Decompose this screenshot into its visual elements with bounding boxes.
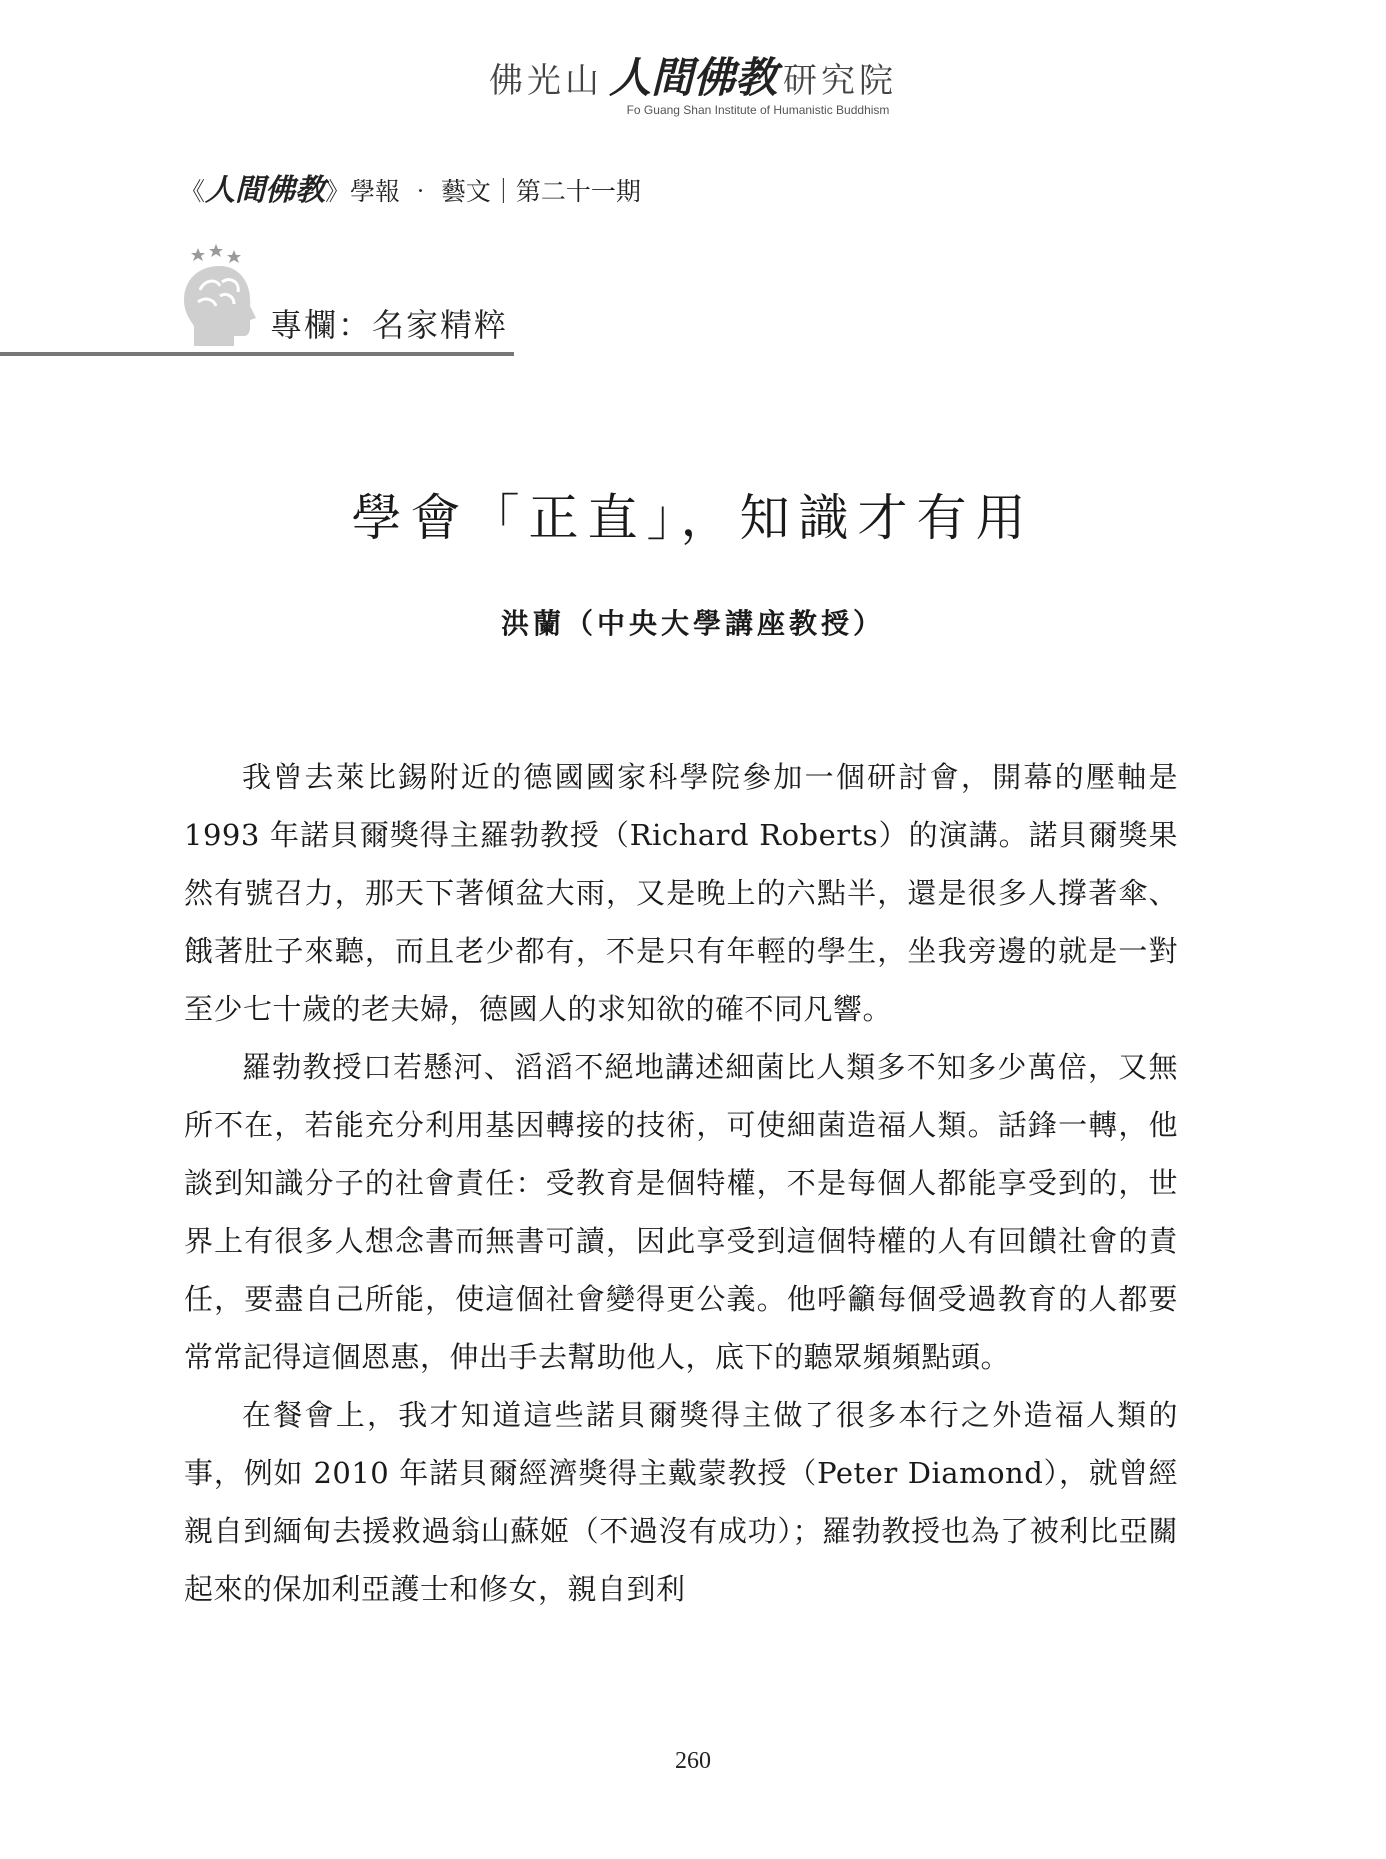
body-paragraph-3: 在餐會上，我才知道這些諾貝爾獎得主做了很多本行之外造福人類的事，例如 2010 年諾貝爾經濟獎得主戴蒙教授（Peter Diamond），就曾經親自到緬甸去援救過翁山蘇姬（不過沒有成功）；羅勃教授也為了被利比亞關起來的保加利亞護士和修女，親自到利 — [184, 1398, 1178, 1606]
body-paragraph-2: 羅勃教授口若懸河、滔滔不絕地講述細菌比人類多不知多少萬倍，又無所不在，若能充分利用基因轉接的技術，可使細菌造福人類。話鋒一轉，他談到知識分子的社會責任：受教育是個特權，不是每個人都能享受到的，世界上有很多人想念書而無書可讀，因此享受到這個特權的人有回饋社會的責任，要盡自己所能，使這個社會變得更公義。他呼籲每個受過教育的人都要常常記得這個恩惠，伸出手去幫助他人，底下的聽眾頻頻點頭。 — [184, 1050, 1178, 1374]
article-body — [184, 748, 1178, 1618]
column-label: 專欄：名家精粹 — [270, 306, 509, 344]
column-divider — [0, 352, 514, 356]
journal-open-bracket: 《 — [180, 177, 206, 206]
institute-suffix: 研究院 — [783, 61, 897, 101]
institute-brand-logo-text: 人間佛教 — [608, 53, 777, 102]
body-paragraph-1: 我曾去萊比錫附近的德國國家科學院參加一個研討會，開幕的壓軸是 1993 年諾貝爾獎得主羅勃教授（Richard Roberts）的演講。諾貝爾獎果然有號召力，那天下著傾盆大雨，又是晚上的六點半，還是很多人撐著傘、餓著肚子來聽，而且老少都有，不是只有年輕的學生，坐我旁邊的就是一對至少七十歲的老夫婦，德國人的求知欲的確不同凡響。 — [184, 760, 1178, 1026]
head-with-stars-icon — [176, 238, 266, 350]
journal-brand-text: 人間佛教 — [205, 173, 326, 208]
journal-issue-text: 》學報 ‧ 藝文｜第二十一期 — [325, 177, 641, 206]
institute-name — [0, 53, 1386, 102]
article-author: 洪蘭（中央大學講座教授） — [500, 607, 885, 640]
column-section — [0, 238, 514, 358]
article-title: 學會「正直」，知識才有用 — [351, 489, 1035, 547]
page-number: 260 — [675, 1748, 711, 1774]
institute-english-name: Fo Guang Shan Institute of Humanistic Buddhism — [626, 103, 890, 117]
journal-issue-line — [180, 165, 641, 209]
page-header — [0, 53, 1386, 117]
institute-prefix: 佛光山 — [488, 61, 603, 101]
